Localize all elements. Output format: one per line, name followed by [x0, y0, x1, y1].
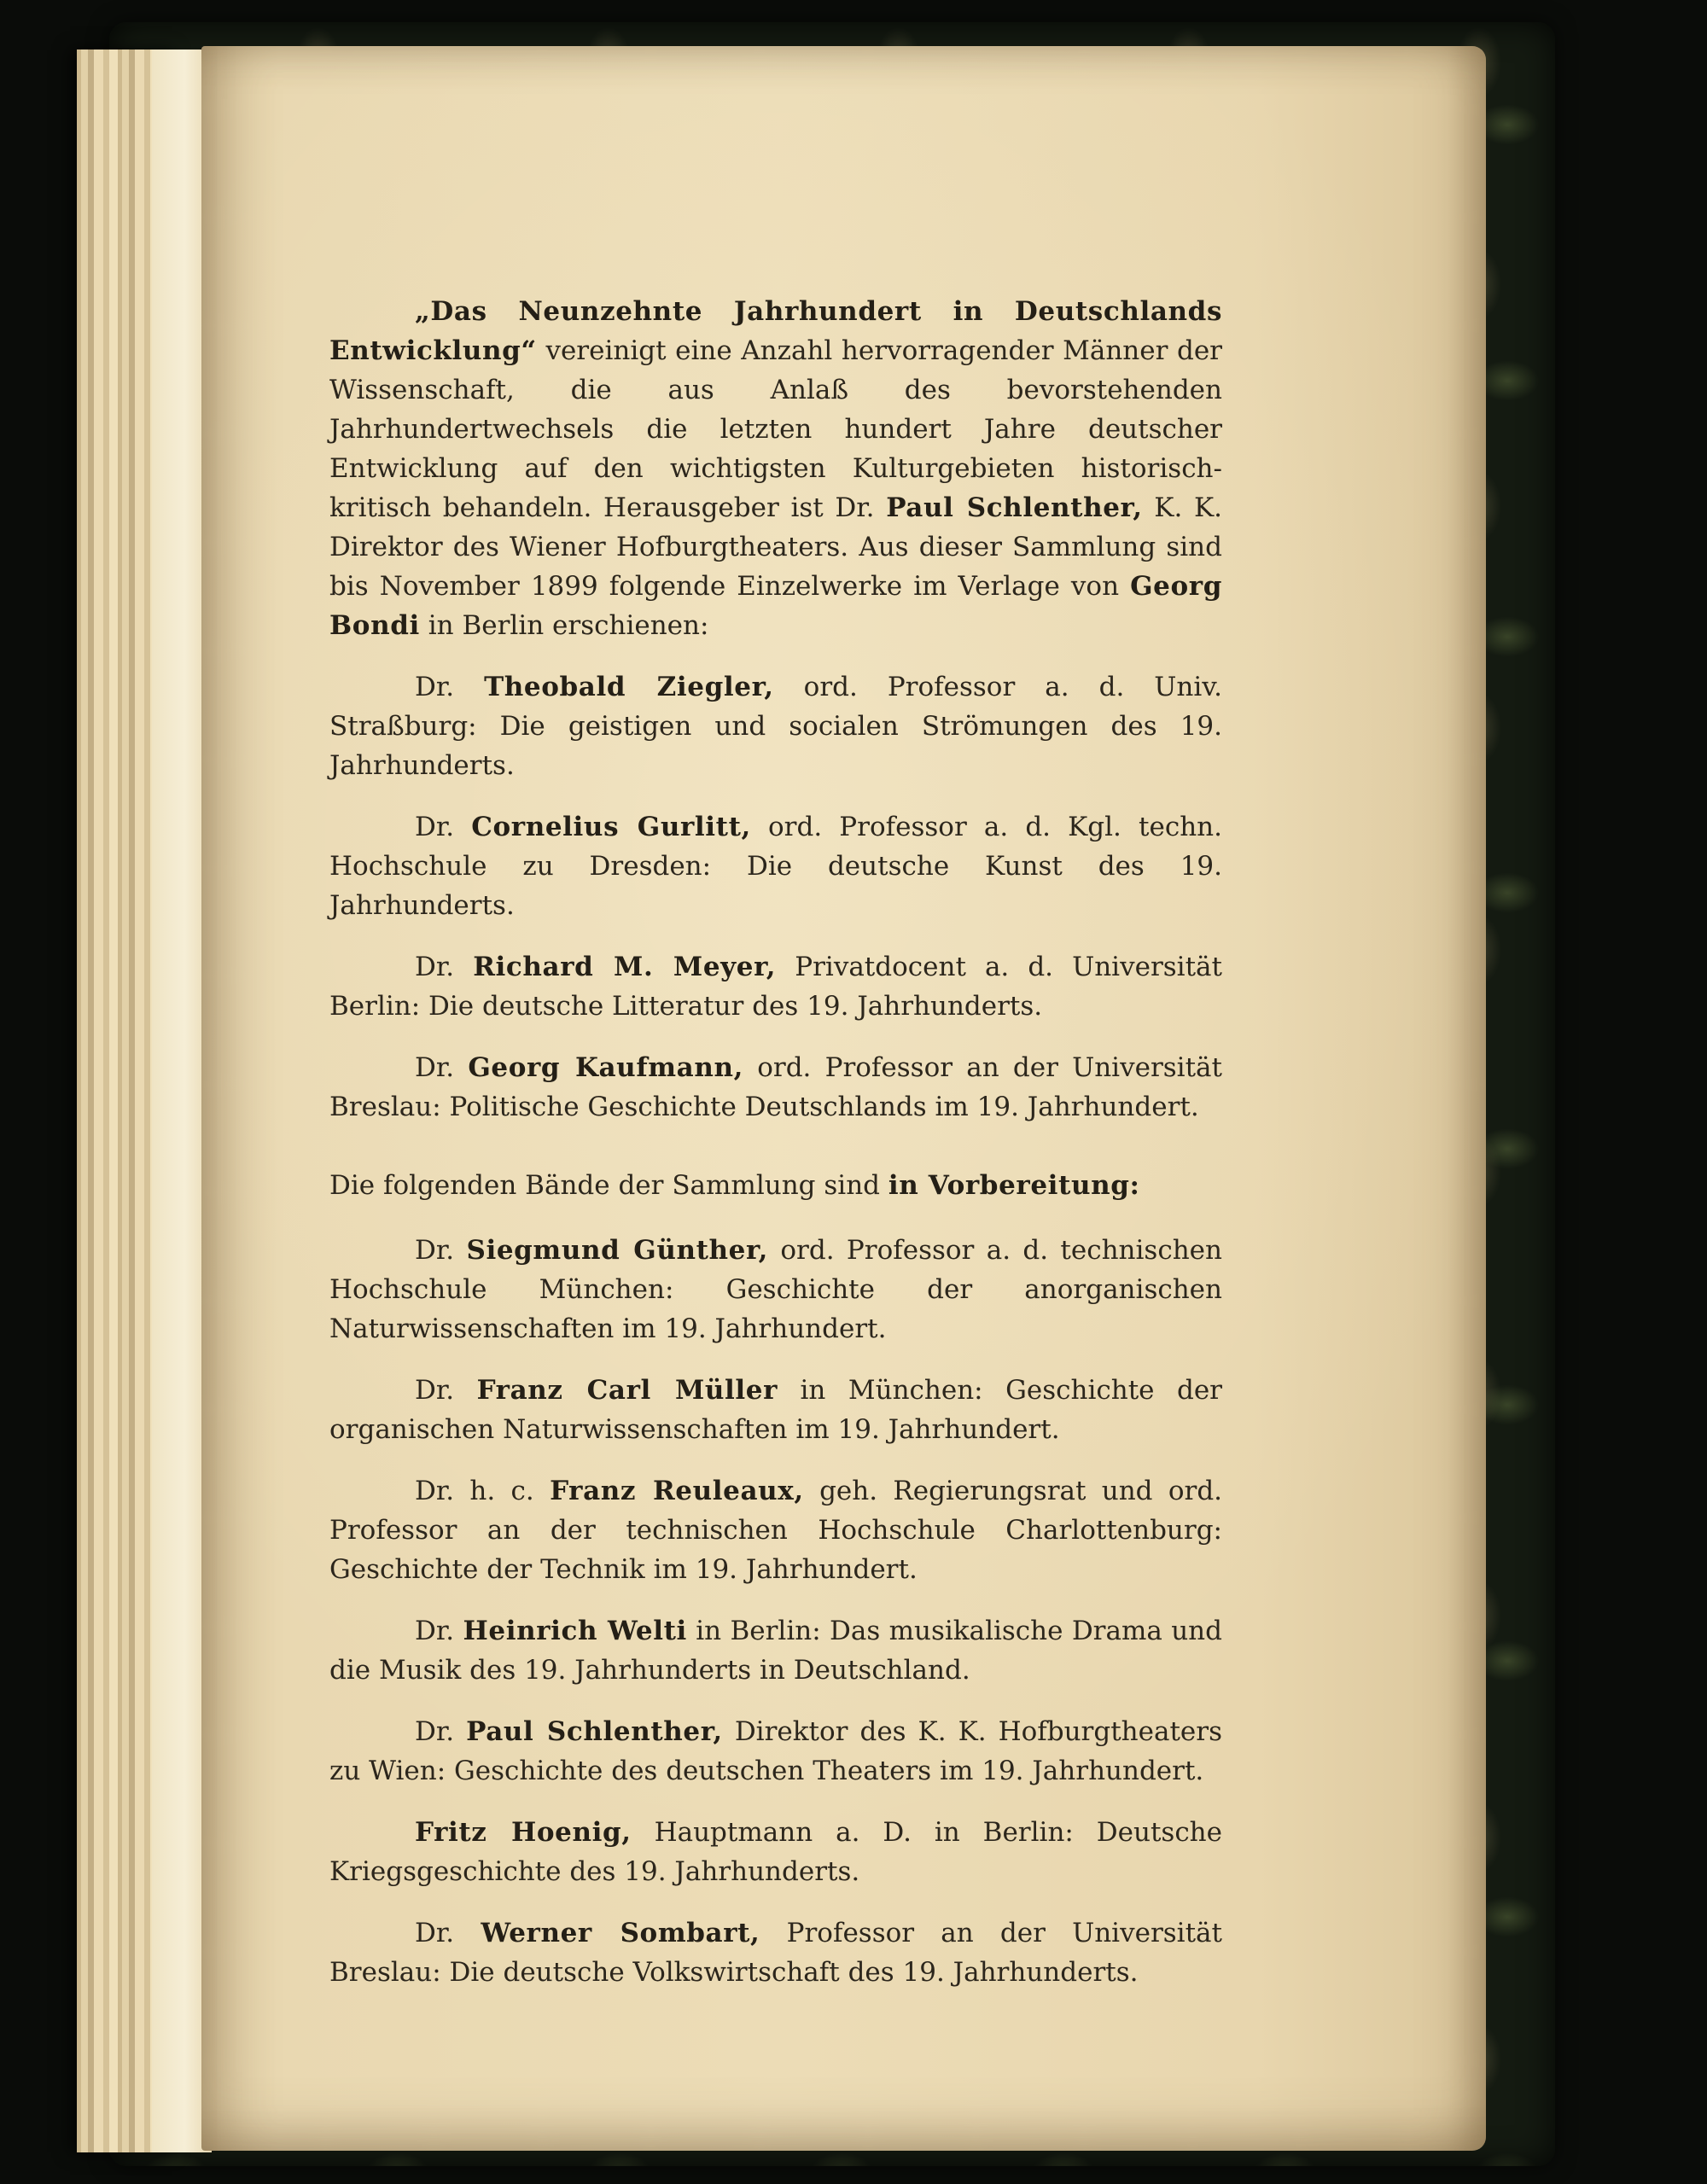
- body-text: Dr.: [415, 672, 485, 702]
- entry-paragraph: [329, 1048, 1222, 1127]
- preparation-heading: [329, 1166, 1222, 1205]
- published-list: [329, 667, 1222, 1127]
- body-text: Dr.: [415, 1918, 481, 1948]
- preparation-list: [329, 1231, 1222, 1992]
- body-text: Dr.: [415, 1052, 469, 1083]
- bold-name: Paul Schlenther,: [886, 492, 1143, 523]
- body-text: geh. Regierungsrat und ord. Professor an der technischen Hochschule Charlottenburg: Geschichte der Technik im 19. Jahrhundert.: [329, 1476, 1223, 1585]
- body-text: Die folgenden Bände der Sammlung sind: [329, 1170, 888, 1201]
- bold-name: Franz Carl Müller: [476, 1375, 778, 1406]
- body-text: Direktor des K. K. Hofburgtheaters zu Wien: Geschichte des deutschen Theaters im 19. Jahrhundert.: [329, 1716, 1222, 1786]
- entry-paragraph: [329, 1813, 1222, 1891]
- bold-name: „Das Neunzehnte Jahrhundert in Deutschlands Entwicklung“: [329, 296, 1222, 366]
- bold-name: Werner Sombart,: [481, 1918, 760, 1948]
- bold-name: Siegmund Günther,: [466, 1235, 769, 1266]
- entry-paragraph: [329, 807, 1222, 925]
- body-text: Dr.: [415, 1375, 477, 1406]
- book-page: [201, 46, 1486, 2151]
- text-block: [329, 292, 1222, 2014]
- body-text: ord. Professor an der Universität Breslau: Politische Geschichte Deutschlands im 19. Jahrhundert.: [329, 1052, 1222, 1122]
- entry-paragraph: [329, 947, 1222, 1026]
- entry-paragraph: [329, 1611, 1222, 1690]
- body-text: Dr. h. c.: [415, 1476, 551, 1506]
- bold-name: Georg Kaufmann,: [468, 1052, 744, 1083]
- body-text: Dr.: [415, 1235, 467, 1266]
- body-text: K. K. Direktor des Wiener Hofburgtheaters. Aus dieser Sammlung sind bis November 1899 folgende Einzelwerke im Verlage von: [329, 492, 1222, 602]
- bold-name: Franz Reuleaux,: [550, 1476, 804, 1506]
- body-text: in München: Geschichte der organischen Naturwissenschaften im 19. Jahrhundert.: [329, 1375, 1222, 1445]
- body-text: Dr.: [415, 812, 472, 842]
- entry-paragraph: [329, 1231, 1222, 1348]
- bold-name: Georg Bondi: [329, 571, 1222, 641]
- bold-name: Theobald Ziegler,: [484, 672, 774, 702]
- entry-paragraph: [329, 667, 1222, 785]
- body-text: in Berlin erschienen:: [419, 610, 709, 641]
- intro-paragraph: [329, 292, 1222, 645]
- bold-name: Heinrich Welti: [463, 1616, 687, 1646]
- bold-name: Cornelius Gurlitt,: [471, 812, 751, 842]
- body-text: Dr.: [415, 1616, 463, 1646]
- entry-paragraph: [329, 1913, 1222, 1992]
- entry-paragraph: [329, 1471, 1222, 1589]
- body-text: ord. Professor a. d. Kgl. techn. Hochschule zu Dresden: Die deutsche Kunst des 19. Jahrhunderts.: [329, 812, 1222, 921]
- entry-paragraph: [329, 1712, 1222, 1791]
- entry-paragraph: [329, 1371, 1222, 1449]
- bold-name: in Vorbereitung:: [888, 1170, 1140, 1201]
- body-text: in Berlin: Das musikalische Drama und die Musik des 19. Jahrhunderts in Deutschland.: [329, 1616, 1222, 1686]
- body-text: Privatdocent a. d. Universität Berlin: Die deutsche Litteratur des 19. Jahrhunderts.: [329, 952, 1222, 1022]
- body-text: Dr.: [415, 952, 474, 982]
- bold-name: Richard M. Meyer,: [473, 952, 777, 982]
- bold-name: Paul Schlenther,: [466, 1716, 723, 1747]
- body-text: vereinigt eine Anzahl hervorragender Männer der Wissenschaft, die aus Anlaß des bevorstehenden Jahrhundertwechsels die letzten hundert Jahre deutscher Entwicklung auf den wichtigsten Kulturgebieten historisch-kritisch behandeln. Herausgeber ist Dr.: [329, 335, 1222, 523]
- body-text: Dr.: [415, 1716, 467, 1747]
- body-text: ord. Professor a. d. Univ. Straßburg: Die geistigen und socialen Strömungen des 19. Jahrhunderts.: [329, 672, 1222, 781]
- body-text: ord. Professor a. d. technischen Hochschule München: Geschichte der anorganischen Naturwissenschaften im 19. Jahrhundert.: [329, 1235, 1222, 1344]
- body-text: Professor an der Universität Breslau: Die deutsche Volkswirtschaft des 19. Jahrhunderts.: [329, 1918, 1222, 1988]
- body-text: Hauptmann a. D. in Berlin: Deutsche Kriegsgeschichte des 19. Jahrhunderts.: [329, 1817, 1222, 1887]
- bold-name: Fritz Hoenig,: [415, 1817, 632, 1848]
